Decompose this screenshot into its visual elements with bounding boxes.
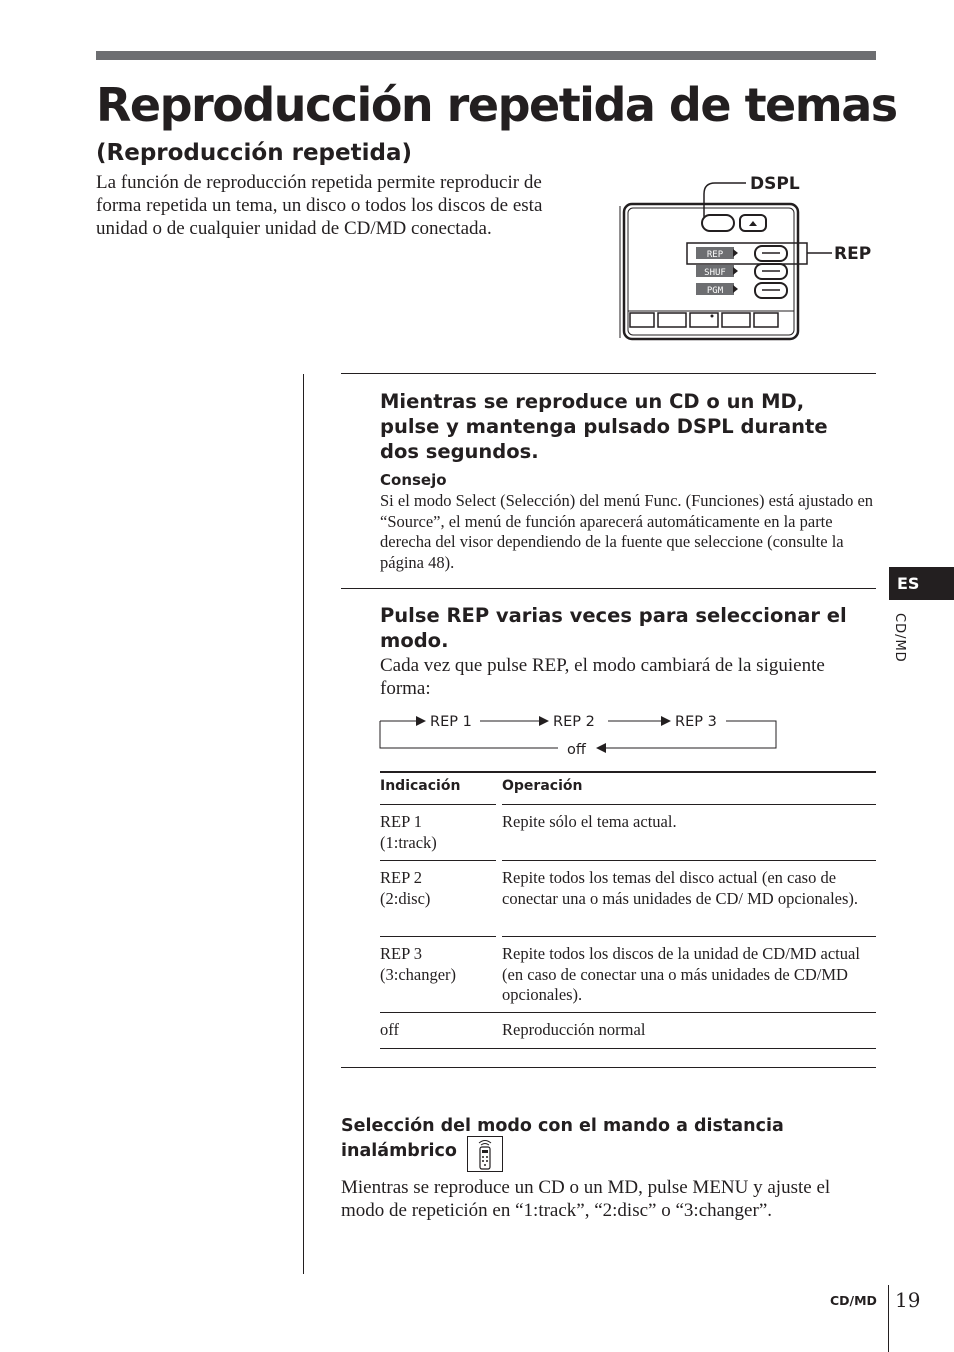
table-rule bbox=[380, 804, 496, 805]
step2-heading: Pulse REP varias veces para seleccionar el modo. bbox=[380, 604, 847, 652]
rep-label: REP bbox=[834, 244, 872, 264]
table-row bbox=[380, 1020, 490, 1041]
table-top-rule bbox=[380, 771, 876, 773]
unit-diagram bbox=[600, 166, 880, 346]
preset-button bbox=[658, 313, 686, 327]
step2-body: Cada vez que pulse REP, el modo cambiará de la siguiente forma: bbox=[380, 655, 825, 699]
indicator-shuf-text: SHUF bbox=[704, 268, 726, 278]
table-bottom-rule bbox=[380, 1048, 876, 1049]
flow-rep2: REP 2 bbox=[553, 714, 595, 730]
page-number: 19 bbox=[895, 1288, 921, 1312]
flow-off: off bbox=[567, 742, 586, 758]
remote-text: Mientras se reproduce un CD o un MD, pulse MENU y ajuste el modo de repetición en “1:track”, “2:disc” o “3:changer”. bbox=[341, 1177, 831, 1221]
footer-rule bbox=[888, 1285, 889, 1352]
table-row bbox=[380, 812, 490, 853]
table-rule bbox=[380, 860, 496, 861]
top-rule bbox=[96, 51, 876, 60]
table-cell-indicacion-detail: (3:changer) bbox=[380, 964, 457, 984]
table-cell-operacion: Repite sólo el tema actual. bbox=[502, 812, 677, 831]
page-subtitle: (Reproducción repetida) bbox=[96, 140, 412, 166]
preset-button bbox=[690, 313, 718, 327]
flow-arrow bbox=[596, 743, 606, 753]
footer-label: CD/MD bbox=[830, 1293, 877, 1308]
section-bottom-rule bbox=[341, 1067, 876, 1068]
table-rule bbox=[380, 1012, 876, 1013]
table-cell-indicacion-detail: (2:disc) bbox=[380, 888, 431, 908]
table-cell-operacion: Reproducción normal bbox=[502, 1020, 646, 1039]
page-title: Reproducción repetida de temas bbox=[96, 78, 897, 132]
table-cell-operacion: Repite todos los discos de la unidad de CD/MD actual (en caso de conectar una o más unidades de CD/MD opcionales). bbox=[502, 944, 860, 1004]
remote-heading: Selección del modo con el mando a distancia inalámbrico bbox=[341, 1116, 784, 1161]
remote-control-icon bbox=[467, 1136, 503, 1172]
table-cell-indicacion-detail: (1:track) bbox=[380, 832, 437, 852]
table-cell-indicacion: off bbox=[380, 1020, 399, 1039]
preset-button bbox=[722, 313, 750, 327]
indicator-arrow-2 bbox=[733, 267, 738, 275]
table-header-operacion: Operación bbox=[502, 778, 583, 794]
indicator-pgm-text: PGM bbox=[706, 286, 724, 296]
dspl-button bbox=[702, 215, 734, 231]
column-divider bbox=[303, 374, 304, 1274]
step1-heading: Mientras se reproduce un CD o un MD, pulse y mantenga pulsado DSPL durante dos segundos. bbox=[380, 390, 828, 463]
language-tab: ES bbox=[889, 567, 954, 600]
indicator-arrow-3 bbox=[733, 285, 738, 293]
step1-top-rule bbox=[341, 373, 876, 374]
step2-top-rule bbox=[341, 588, 876, 589]
table-row bbox=[380, 944, 490, 985]
flow-rep1: REP 1 bbox=[430, 714, 472, 730]
table-rule bbox=[502, 860, 876, 861]
table-cell-indicacion: REP 1 bbox=[380, 812, 423, 831]
flow-arrow bbox=[539, 716, 549, 726]
table-rule bbox=[502, 804, 876, 805]
table-row bbox=[380, 868, 490, 909]
table-rule bbox=[502, 936, 876, 937]
preset-button bbox=[754, 313, 778, 327]
table-header-indicacion: Indicación bbox=[380, 778, 461, 794]
table-cell-operacion: Repite todos los temas del disco actual (en caso de conectar una o más unidades de CD/ MD opcionales). bbox=[502, 868, 859, 908]
flow-arrow bbox=[661, 716, 671, 726]
flow-rep3: REP 3 bbox=[675, 714, 717, 730]
table-rule bbox=[380, 936, 496, 937]
dspl-label: DSPL bbox=[750, 174, 800, 194]
preset-button bbox=[630, 313, 654, 327]
dspl-callout-line bbox=[704, 183, 746, 217]
tip-text: Si el modo Select (Selección) del menú Func. (Funciones) está ajustado en “Source”, el menú de función aparecerá automáticamente en la parte derecha del visor dependiendo de la fuente que seleccione (consulte la página 48). bbox=[380, 491, 874, 572]
indicator-arrow-1 bbox=[733, 249, 738, 257]
mode-flow-diagram bbox=[378, 708, 778, 758]
indicator-rep-text: REP bbox=[706, 250, 724, 260]
intro-paragraph: La función de reproducción repetida permite reproducir de forma repetida un tema, un disco o todos los discos de esta unidad o de cualquier unidad de CD/MD conectada. bbox=[96, 172, 543, 239]
flow-arrow bbox=[416, 716, 426, 726]
table-cell-indicacion: REP 3 bbox=[380, 944, 423, 963]
tip-label: Consejo bbox=[380, 471, 447, 489]
section-side-label: CD/MD bbox=[892, 613, 907, 663]
table-cell-indicacion: REP 2 bbox=[380, 868, 423, 887]
